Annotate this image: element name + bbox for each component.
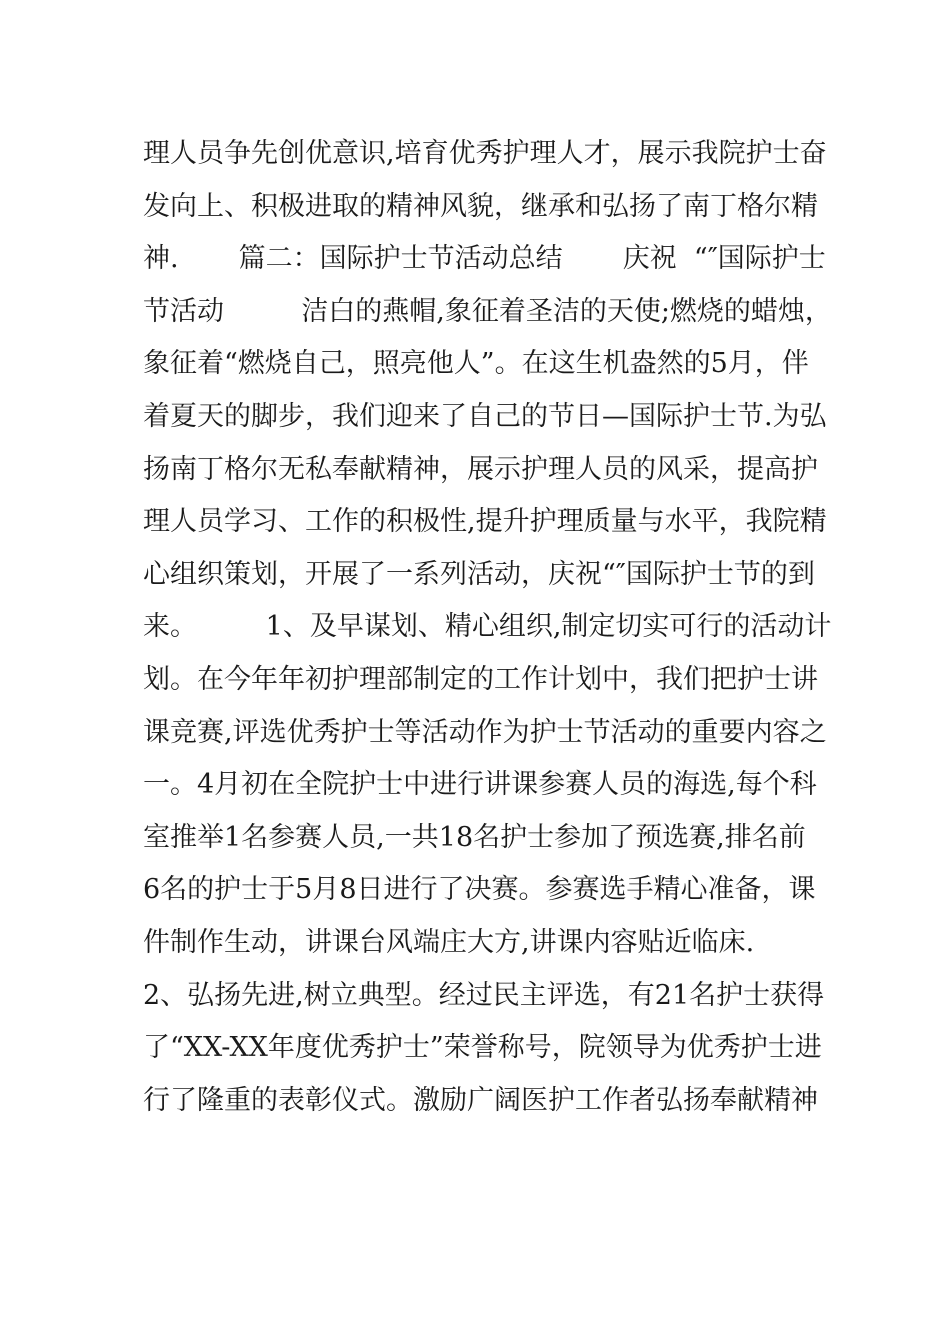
text-line-8: 理人员学习、工作的积极性,提升护理质量与水平，我院精: [143, 506, 827, 538]
text-line-11: 划。在今年年初护理部制定的工作计划中，我们把护士讲: [143, 663, 818, 695]
text-line-9: 心组织策划，开展了一系列活动，庆祝“″国际护士节的到: [143, 558, 815, 590]
text-line-1: 理人员争先创优意识,培育优秀护理人才，展示我院护士奋: [143, 138, 827, 169]
text-line-4: 节活动 洁白的燕帽,象征着圣洁的天使;燃烧的蜡烛，: [143, 295, 832, 327]
text-line-2: 发向上、积极进取的精神风貌，继承和弘扬了南丁格尔精: [143, 190, 818, 222]
text-line-12: 课竞赛,评选优秀护士等活动作为护士节活动的重要内容之: [143, 716, 827, 748]
text-line-3: 神. 篇二：国际护士节活动总结 庆祝 “″国际护士: [143, 243, 826, 275]
text-line-6: 着夏天的脚步，我们迎来了自己的节日—国际护士节.为弘: [143, 400, 827, 432]
text-line-19: 行了隆重的表彰仪式。激励广阔医护工作者弘扬奉献精神: [143, 1084, 818, 1116]
text-line-5: 象征着“燃烧自己，照亮他人”。在这生机盎然的5月，伴: [143, 348, 809, 380]
body-text: [143, 128, 832, 1127]
text-line-13: 一。4月初在全院护士中进行讲课参赛人员的海选,每个科: [143, 769, 817, 801]
text-line-15: 6名的护士于5月8日进行了决赛。参赛选手精心准备，课: [143, 874, 816, 906]
text-line-10: 来。 1、及早谋划、精心组织,制定切实可行的活动计: [143, 611, 832, 643]
text-line-14: 室推举1名参赛人员,一共18名护士参加了预选赛,排名前: [143, 821, 806, 853]
text-line-18: 了“XX-XX年度优秀护士”荣誉称号，院领导为优秀护士进: [143, 1032, 822, 1064]
text-line-7: 扬南丁格尔无私奉献精神，展示护理人员的风采，提高护: [143, 453, 818, 485]
text-line-17: 2、弘扬先进,树立典型。经过民主评选，有21名护士获得: [143, 979, 825, 1011]
text-line-16: 件制作生动，讲课台风端庄大方,讲课内容贴近临床.: [143, 926, 755, 958]
